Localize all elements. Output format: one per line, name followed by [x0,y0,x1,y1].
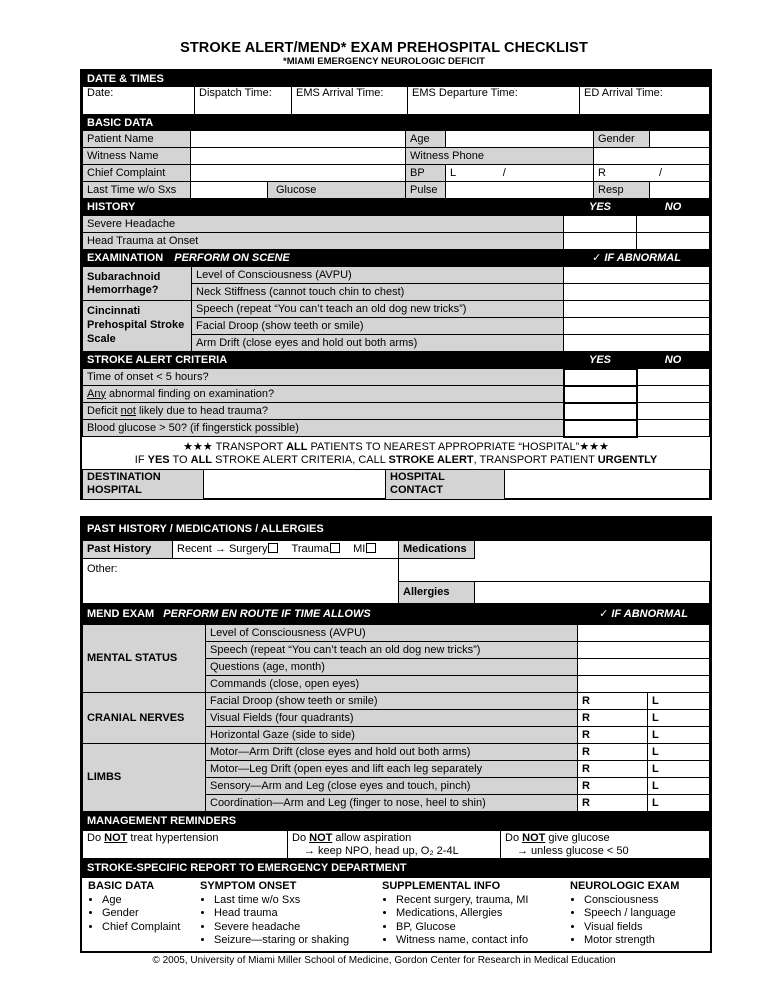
onset-yes-box[interactable] [564,369,637,386]
mend-exam-header [83,605,578,625]
page-title: STROKE ALERT/MEND* EXAM PREHOSPITAL CHECKLIST [180,40,588,56]
bp-left-label: L [450,166,456,179]
glucose-no-box[interactable] [637,420,710,437]
past-history-table [82,518,710,604]
bp-right-label: R [598,166,606,179]
past-history-label: Past History [83,541,173,559]
mend-item-label: Speech (repeat “You can’t teach an old dog new tricks”) [206,642,578,659]
mend-exam-table [82,604,710,812]
exam-item-label: Speech (repeat “You can’t teach an old dog new tricks”) [192,301,564,318]
mend-item-label: Facial Droop (show teeth or smile) [206,693,578,710]
mend-item-label: Level of Consciousness (AVPU) [206,625,578,642]
transport-line-1: ★★★ TRANSPORT ALL PATIENTS TO NEAREST APPROPRIATE “HOSPITAL”★★★ [183,440,609,453]
criteria-yes-header: YES [564,353,637,369]
bp-right-field[interactable] [594,165,710,182]
history-header: HISTORY [83,200,564,216]
glucose-label: Glucose [268,182,406,199]
gaze-left-box[interactable]: L [647,727,709,744]
arm-drift-left-box[interactable]: L [647,744,709,761]
pulse-label: Pulse [406,182,446,199]
report-item: • BP, Glucose [396,921,558,935]
report-item: • Severe headache [214,921,370,935]
past-history-options [173,541,399,559]
ems-departure-time-field[interactable]: EMS Departure Time: [408,87,580,115]
management-header: MANAGEMENT REMINDERS [83,813,710,831]
facial-droop-abnormal-box[interactable] [564,318,710,335]
report-column-title: SUPPLEMENTAL INFO [382,880,501,892]
hospital-contact-field[interactable] [505,469,710,499]
visual-fields-left-box[interactable]: L [647,710,709,727]
date-times-table [82,71,710,115]
age-label: Age [406,131,446,148]
pulse-field[interactable] [446,182,594,199]
other-history-field[interactable] [83,559,399,582]
glucose-yes-box[interactable] [564,420,637,437]
mend-abnormal-header: ✓ IF ABNORMAL [577,605,709,625]
mend-exam-sheet [80,516,712,953]
patient-name-label: Patient Name [83,131,191,148]
medications-field-continued[interactable] [399,559,710,582]
mend-item-label: Commands (close, open eyes) [206,676,578,693]
medications-label: Medications [399,541,475,559]
facial-droop-right-box[interactable]: R [577,693,647,710]
report-column-title: NEUROLOGIC EXAM [570,880,680,892]
exam-item-label: Arm Drift (close eyes and hold out both arms) [192,335,564,352]
abnormal-finding-no-box[interactable] [637,386,710,403]
chief-complaint-label: Chief Complaint [83,165,191,182]
report-header-table [82,859,710,878]
other-history-field-continued[interactable] [83,582,399,604]
management-reminder: Do NOT give glucose → unless glucose < 50 [501,831,710,859]
limbs-label: LIMBS [83,744,206,812]
hospital-contact-label: HOSPITAL CONTACT [386,469,505,499]
arm-drift-right-box[interactable]: R [577,744,647,761]
date-field[interactable]: Date: [83,87,195,115]
cpss-label: Cincinnati Prehospital Stroke Scale [83,301,192,352]
basic-data-table [82,115,710,199]
report-item: • Gender [102,907,188,921]
management-table [82,812,710,859]
head-trauma-yes-box[interactable] [564,233,637,250]
report-item: • Motor strength [584,934,704,948]
abnormal-finding-yes-box[interactable] [564,386,637,403]
mental-status-label: MENTAL STATUS [83,625,206,693]
recent-surgery-label: Recent → Surgery [177,543,268,556]
mend-item-label: Sensory—Arm and Leg (close eyes and touch, pinch) [206,778,578,795]
report-item: • Visual fields [584,921,704,935]
page-subtitle: *MIAMI EMERGENCY NEUROLOGIC DEFICIT [283,56,485,67]
mend-exam-sub: PERFORM EN ROUTE IF TIME ALLOWS [163,608,371,621]
report-item: • Speech / language [584,907,704,921]
deficit-yes-box[interactable] [564,403,637,420]
mental-speech-box[interactable] [577,642,709,659]
trauma-label: Trauma [291,543,330,556]
arm-drift-abnormal-box[interactable] [564,335,710,352]
surgery-checkbox[interactable] [268,543,278,553]
report-header: STROKE-SPECIFIC REPORT TO EMERGENCY DEPARTMENT [83,860,710,878]
gaze-right-box[interactable]: R [577,727,647,744]
last-time-label: Last Time w/o Sxs [83,182,191,199]
report-column [82,880,194,948]
copyright-footer: © 2005, University of Miami Miller School of Medicine, Gordon Center for Research in Medical Education [152,955,616,966]
history-table [82,199,710,250]
severe-headache-no-box[interactable] [637,216,710,233]
destination-hospital-label: DESTINATION HOSPITAL [83,469,204,499]
history-no-header: NO [637,200,710,216]
report-column-title: BASIC DATA [88,880,155,892]
age-field[interactable] [446,131,594,148]
mental-questions-box[interactable] [577,659,709,676]
management-reminder: Do NOT treat hypertension [83,831,288,859]
report-column [376,880,564,948]
sensory-left-box[interactable]: L [647,778,709,795]
report-item: • Consciousness [584,894,704,908]
mend-item-label: Horizontal Gaze (side to side) [206,727,578,744]
ed-arrival-time-field[interactable]: ED Arrival Time: [580,87,710,115]
patient-name-field[interactable] [191,131,406,148]
past-history-header: PAST HISTORY / MEDICATIONS / ALLERGIES [83,519,710,541]
witness-phone-field[interactable] [594,148,710,165]
exam-item-label: Level of Consciousness (AVPU) [192,267,564,284]
destination-table [82,469,710,500]
neck-stiffness-abnormal-box[interactable] [564,284,710,301]
medications-field[interactable] [475,541,710,559]
deficit-no-box[interactable] [637,403,710,420]
head-trauma-no-box[interactable] [637,233,710,250]
report-item: • Head trauma [214,907,370,921]
examination-sub: PERFORM ON SCENE [174,252,290,265]
examination-table [82,250,710,352]
other-label: Other: [87,563,118,575]
report-item: • Medications, Allergies [396,907,558,921]
chief-complaint-field[interactable] [191,165,406,182]
transport-instructions [82,438,710,469]
severe-headache-yes-box[interactable] [564,216,637,233]
mend-item-label: Questions (age, month) [206,659,578,676]
visual-fields-right-box[interactable]: R [577,710,647,727]
basic-data-header: BASIC DATA [83,116,710,131]
management-reminder: Do NOT allow aspiration → keep NPO, head up, O₂ 2-4L [288,831,501,859]
report-item: • Last time w/o Sxs [214,894,370,908]
criteria-any-word: Any [87,387,106,400]
mend-exam-title: MEND EXAM [87,608,155,621]
ems-arrival-time-field[interactable]: EMS Arrival Time: [292,87,408,115]
transport-line-2: IF YES TO ALL STROKE ALERT CRITERIA, CALL STROKE ALERT, TRANSPORT PATIENT URGENTLY [134,453,658,466]
report-column [564,880,710,948]
loc-abnormal-box[interactable] [564,267,710,284]
date-times-header: DATE & TIMES [83,72,710,87]
bp-label: BP [406,165,446,182]
criteria-no-header: NO [637,353,710,369]
criteria-item-label: Deficit not likely due to head trauma? [83,403,564,420]
leg-drift-left-box[interactable]: L [647,761,709,778]
cranial-nerves-label: CRANIAL NERVES [83,693,206,744]
sensory-right-box[interactable]: R [577,778,647,795]
dispatch-time-field[interactable]: Dispatch Time: [195,87,292,115]
mi-checkbox[interactable] [366,543,376,553]
witness-phone-label [406,148,594,165]
report-item: • Recent surgery, trauma, MI [396,894,558,908]
allergies-field[interactable] [475,582,710,604]
prehospital-checklist-sheet [80,69,712,500]
criteria-item-label: Any abnormal finding on examination? [83,386,564,403]
mi-label: MI [353,543,366,556]
exam-item-label: Facial Droop (show teeth or smile) [192,318,564,335]
bp-right-slash: / [659,166,663,179]
onset-no-box[interactable] [637,369,710,386]
leg-drift-right-box[interactable]: R [577,761,647,778]
witness-name-field[interactable] [191,148,406,165]
exam-item-label: Neck Stiffness (cannot touch chin to chest) [192,284,564,301]
mental-loc-box[interactable] [577,625,709,642]
last-time-field[interactable] [191,182,268,199]
mental-commands-box[interactable] [577,676,709,693]
criteria-item-label: Blood glucose > 50? (if fingerstick possible) [83,420,564,437]
bp-left-slash: / [502,166,506,179]
mend-item-label: Motor—Leg Drift (open eyes and lift each leg separately [206,761,578,778]
allergies-label: Allergies [399,582,475,604]
criteria-not-word: not [120,404,136,417]
report-item: • Chief Complaint [102,921,188,935]
examination-header [83,251,564,267]
witness-name-label: Witness Name [83,148,191,165]
report-item: • Age [102,894,188,908]
witness-phone-label-text: Witness Phone [410,149,484,162]
gender-field[interactable] [650,131,710,148]
criteria-table [82,352,710,438]
report-columns [82,880,710,948]
mend-item-label: Visual Fields (four quadrants) [206,710,578,727]
facial-droop-left-box[interactable]: L [647,693,709,710]
mend-item-label: Coordination—Arm and Leg (finger to nose, heel to shin) [206,795,578,812]
exam-abnormal-header: ✓ IF ABNORMAL [564,251,710,267]
history-item-label: Head Trauma at Onset [83,233,564,250]
report-item: • Seizure—staring or shaking [214,934,370,948]
destination-hospital-field[interactable] [204,469,386,499]
history-yes-header: YES [564,200,637,216]
examination-title: EXAMINATION [87,252,164,265]
report-column [194,880,376,948]
resp-label: Resp [594,182,650,199]
sah-label: Subarachnoid Hemorrhage? [83,267,192,301]
criteria-header: STROKE ALERT CRITERIA [83,353,564,369]
trauma-checkbox[interactable] [330,543,340,553]
coordination-right-box[interactable]: R [577,795,647,812]
report-item: • Witness name, contact info [396,934,558,948]
report-column-title: SYMPTOM ONSET [200,880,297,892]
resp-field[interactable] [650,182,710,199]
speech-abnormal-box[interactable] [564,301,710,318]
bp-left-field[interactable] [446,165,594,182]
criteria-item-label: Time of onset < 5 hours? [83,369,564,386]
mend-item-label: Motor—Arm Drift (close eyes and hold out both arms) [206,744,578,761]
coordination-left-box[interactable]: L [647,795,709,812]
gender-label: Gender [594,131,650,148]
history-item-label: Severe Headache [83,216,564,233]
